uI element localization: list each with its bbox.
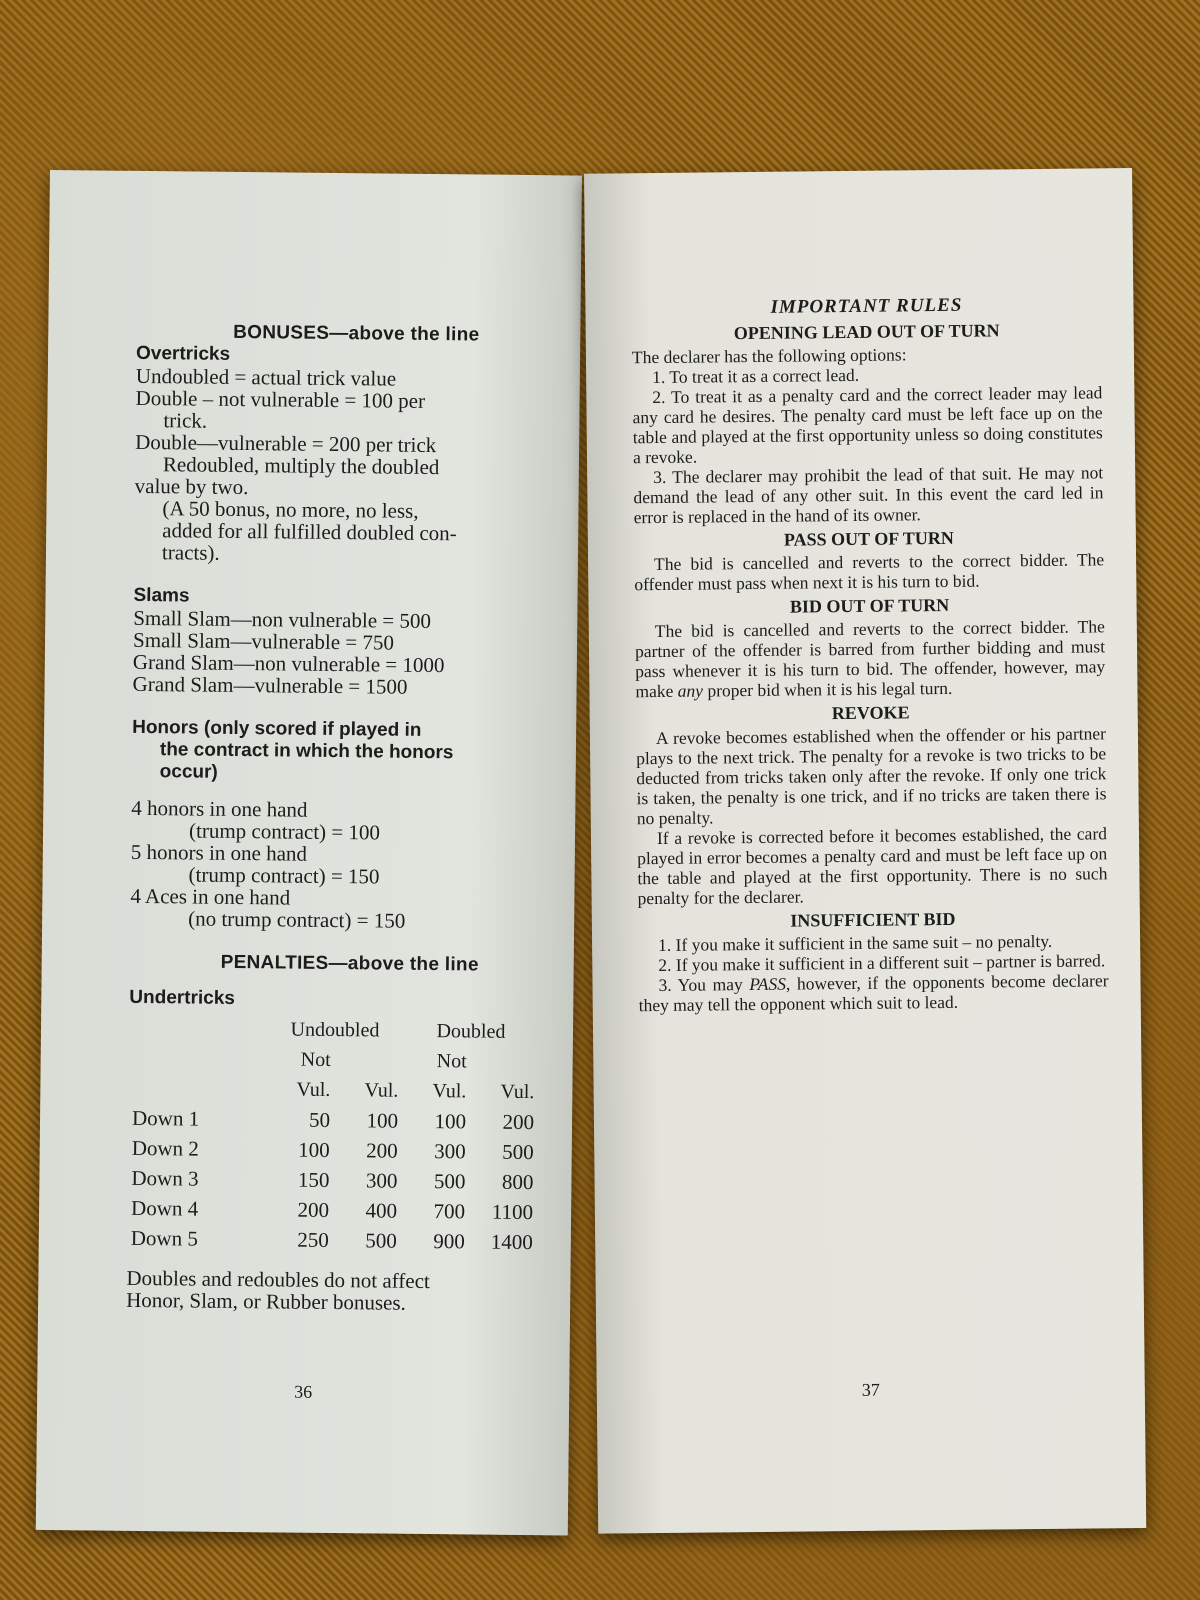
opening-option: 2. To treat it as a penalty card and the correct leader may lead any card he desires. The penalty card must be left face up on the table and played at the first opportunity unless so doing constitutes a revoke. xyxy=(632,382,1103,468)
row-label: Down 2 xyxy=(131,1135,199,1161)
undoubled-header: Undoubled xyxy=(290,1018,380,1042)
opening-option: 1. To treat it as a correct lead. xyxy=(652,364,860,388)
overtricks-line: tracts). xyxy=(161,540,220,565)
honors-line: 4 Aces in one hand xyxy=(130,883,291,910)
revoke-heading: REVOKE xyxy=(831,702,910,724)
vul-header: Vul. xyxy=(364,1079,399,1102)
bid-text-emphasis: any xyxy=(677,680,704,701)
cell: 1100 xyxy=(491,1199,534,1225)
honors-heading: Honors (only scored if played in xyxy=(132,716,422,741)
important-rules-title: IMPORTANT RULES xyxy=(770,294,963,318)
row-label: Down 4 xyxy=(131,1195,199,1221)
bid-text-part: The bid is cancelled and reverts to the correct bidder. The partner of the offender is barred from further bidding and must pass whenever it is his turn to bid. The offender, however, may make xyxy=(634,616,1106,702)
table-row xyxy=(127,1163,537,1197)
cell: 200 xyxy=(502,1109,535,1135)
insufficient-bid-heading: INSUFFICIENT BID xyxy=(790,908,956,931)
undertricks-heading: Undertricks xyxy=(129,986,236,1009)
cell: 300 xyxy=(365,1168,398,1193)
cell: 50 xyxy=(308,1107,331,1132)
cell: 1400 xyxy=(490,1229,533,1255)
pass-out-of-turn-heading: PASS OUT OF TURN xyxy=(783,527,954,550)
not-header: Not xyxy=(436,1050,467,1073)
cell: 500 xyxy=(365,1228,397,1253)
cell: 100 xyxy=(298,1137,330,1162)
overtricks-heading: Overtricks xyxy=(135,342,231,365)
slams-line: Grand Slam—non vulnerable = 1000 xyxy=(132,649,445,678)
revoke-text: A revoke becomes established when the offender or his partner plays to the next trick. The penalty for a revoke is two tricks to be deducted from tricks taken only after the revoke. If only one trick is taken, the penalty is one trick, and if no tricks are taken there is no penalty. xyxy=(636,723,1107,829)
row-label: Down 1 xyxy=(131,1105,200,1131)
vul-header: Vul. xyxy=(296,1078,331,1101)
not-header: Not xyxy=(300,1048,331,1071)
cell: 500 xyxy=(433,1169,466,1194)
cell: 700 xyxy=(433,1199,466,1224)
cell: 250 xyxy=(297,1227,329,1252)
footer-note: Doubles and redoubles do not affect xyxy=(126,1265,430,1294)
bid-text-part: proper bid when it is his legal turn. xyxy=(702,677,953,701)
penalties-heading: PENALTIES—above the line xyxy=(220,951,479,976)
overtricks-line: value by two. xyxy=(134,473,249,500)
cell: 100 xyxy=(366,1108,399,1133)
ins-text-emphasis: PASS xyxy=(749,973,787,995)
overtricks-line: Double – not vulnerable = 100 per xyxy=(135,385,426,413)
honors-heading-cont: occur) xyxy=(159,761,218,783)
overtricks-line: Redoubled, multiply the doubled xyxy=(162,452,440,480)
page-number: 36 xyxy=(294,1381,313,1402)
ins-text-part: , however, if the opponents become declarer they may tell the opponent which suit to lead. xyxy=(638,970,1109,1016)
insufficient-bid-option: 1. If you make it sufficient in the same suit – no penalty. xyxy=(658,930,1053,956)
bid-out-of-turn-heading: BID OUT OF TURN xyxy=(789,594,950,617)
doubled-header: Doubled xyxy=(436,1020,506,1043)
slams-heading: Slams xyxy=(133,584,190,607)
table-row xyxy=(127,1193,537,1227)
insufficient-bid-option: 2. If you make it sufficient in a different suit – partner is barred. xyxy=(658,950,1106,976)
row-label: Down 3 xyxy=(131,1165,199,1191)
overtricks-line: Undoubled = actual trick value xyxy=(135,363,397,391)
honors-line: (no trump contract) = 150 xyxy=(188,906,406,933)
honors-line: 4 honors in one hand xyxy=(131,795,308,822)
vul-header: Vul. xyxy=(500,1080,535,1104)
overtricks-line: added for all fulfilled doubled con- xyxy=(162,518,457,546)
opening-option: 3. The declarer may prohibit the lead of that suit. He may not demand the lead of any other suit. In this event the card led in error is replaced in the hand of its owner. xyxy=(633,462,1104,528)
cell: 200 xyxy=(366,1138,398,1163)
right-page-content xyxy=(631,293,1108,1015)
slams-line: Small Slam—vulnerable = 750 xyxy=(132,627,395,655)
honors-line: 5 honors in one hand xyxy=(130,839,308,866)
table-row xyxy=(127,1223,537,1257)
overtricks-line: trick. xyxy=(163,408,208,433)
left-page-content xyxy=(126,321,576,1316)
cell: 800 xyxy=(501,1169,534,1195)
cell: 500 xyxy=(502,1139,534,1165)
ins-text-part: 3. You may xyxy=(658,974,750,996)
table-row xyxy=(128,1133,538,1167)
honors-line: (trump contract) = 100 xyxy=(188,818,381,845)
honors-line: (trump contract) = 150 xyxy=(188,862,380,889)
cell: 400 xyxy=(365,1198,398,1223)
left-page xyxy=(36,170,582,1535)
overtricks-line: Double—vulnerable = 200 per trick xyxy=(135,429,437,458)
bonuses-heading: BONUSES—above the line xyxy=(233,321,480,346)
footer-note: Honor, Slam, or Rubber bonuses. xyxy=(126,1287,407,1315)
table-row xyxy=(128,1103,538,1137)
slams-line: Small Slam—non vulnerable = 500 xyxy=(133,605,432,634)
overtricks-line: (A 50 bonus, no more, no less, xyxy=(162,496,419,523)
bid-out-of-turn-text xyxy=(635,616,1106,701)
cell: 900 xyxy=(433,1229,465,1254)
cell: 100 xyxy=(434,1109,467,1134)
honors-heading-cont: the contract in which the honors xyxy=(159,739,454,764)
slams-line: Grand Slam—vulnerable = 1500 xyxy=(132,671,408,699)
opening-intro: The declarer has the following options: xyxy=(631,344,907,368)
page-number: 37 xyxy=(861,1379,880,1400)
vul-header: Vul. xyxy=(432,1080,467,1103)
cell: 300 xyxy=(434,1139,466,1164)
cell: 200 xyxy=(297,1197,330,1222)
pass-out-of-turn-text: The bid is cancelled and reverts to the correct bidder. The offender must pass when next it is his turn to bid. xyxy=(634,549,1105,595)
row-label: Down 5 xyxy=(130,1225,199,1251)
penalties-table xyxy=(127,1013,539,1257)
revoke-text: If a revoke is corrected before it becomes established, the card played in error becomes a penalty card and must be left face up on the table and played at the first opportunity. There is no such penalty for the declarer. xyxy=(637,823,1108,909)
right-page xyxy=(584,168,1146,1534)
insufficient-bid-option xyxy=(638,970,1108,1015)
cell: 150 xyxy=(297,1167,330,1192)
opening-lead-heading: OPENING LEAD OUT OF TURN xyxy=(733,320,1000,344)
